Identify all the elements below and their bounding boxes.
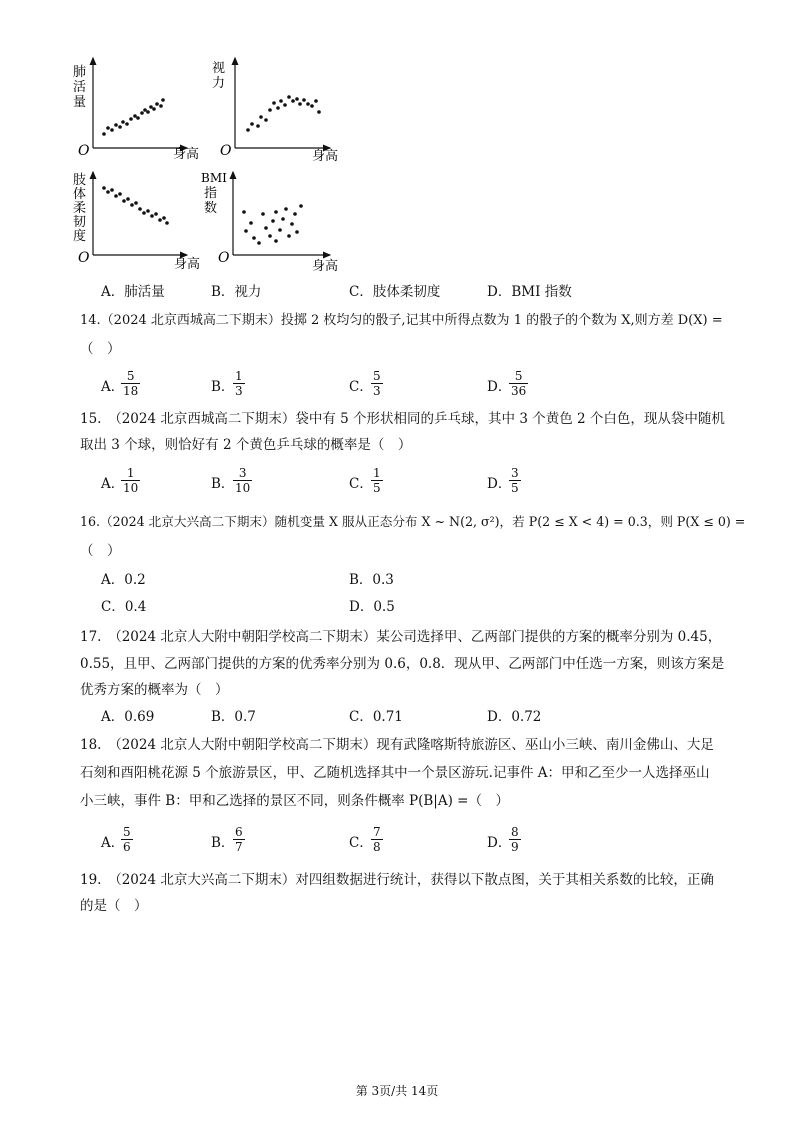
- q15-stem-line1: 15. （2024 北京西城高二下期末）袋中有 5 个形状相同的乒乓球，其中 3 个黄色 2 个白色，现从袋中随机: [80, 411, 725, 427]
- plot-lung-capacity: [73, 58, 199, 162]
- plot3-xlabel: 身高: [174, 257, 201, 272]
- q15-stem-line2: 取出 3 个球，则恰好有 2 个黄色乒乓球的概率是（ ）: [80, 437, 412, 453]
- q14-c-numerator: 5: [373, 369, 381, 383]
- q18-d-denominator: 9: [511, 840, 519, 854]
- q13-option-b: B．视力: [211, 284, 262, 300]
- q18-option-a-fraction: [121, 825, 133, 854]
- q18-d-numerator: 8: [511, 825, 519, 839]
- plot-flexibility: [73, 172, 200, 272]
- q14-d-denominator: 36: [511, 384, 527, 398]
- q14-option-a-label: A．: [101, 379, 125, 395]
- q18-stem-line3: 小三峡，事件 B：甲和乙选择的景区不同，则条件概率 P(B|A) =（ ）: [80, 793, 509, 809]
- plot4-ylabel-2: 指: [204, 186, 218, 201]
- q14-a-numerator: 5: [126, 369, 135, 383]
- q18-stem-line2: 石刻和酉阳桃花源 5 个旅游景区，甲、乙随机选择其中一个景区游玩.记事件 A：甲和乙至少一人选择巫山: [80, 765, 710, 781]
- plot4-xlabel: 身高: [312, 259, 339, 274]
- plot1-ylabel-2: 活: [73, 80, 87, 95]
- plot1-ylabel-1: 肺: [73, 65, 87, 80]
- plot1-xlabel: 身高: [173, 147, 200, 162]
- q18-c-numerator: 7: [373, 825, 381, 839]
- q16-stem-line1: 16.（2024 北京大兴高二下期末）随机变量 X 服从正态分布 X ~ N(2, σ²)，若 P(2 ≤ X < 4) = 0.3，则 P(X ≤ 0) =: [80, 514, 746, 529]
- q17-stem-line2: 0.55，且甲、乙两部门提供的方案的优秀率分别为 0.6，0.8．现从甲、乙两部门中任选一方案，则该方案是: [80, 656, 725, 672]
- q14-option-d-fraction: [509, 369, 528, 398]
- plot2-origin: O: [220, 143, 232, 159]
- scatter-plots: [0, 0, 794, 290]
- q17-option-c: C．0.71: [349, 709, 403, 725]
- q14-b-numerator: 1: [235, 369, 243, 383]
- q14-b-denominator: 3: [235, 384, 243, 398]
- q19-stem-line2: 的是（ ）: [80, 898, 148, 914]
- q14-stem-line2: （ ）: [80, 341, 121, 357]
- plot-vision: [212, 58, 338, 164]
- q18-b-denominator: 7: [235, 840, 243, 854]
- q17-stem-line1: 17. （2024 北京人大附中朝阳学校高二下期末）某公司选择甲、乙两部门提供的方案的概率分别为 0.45，: [80, 629, 722, 645]
- q18-b-numerator: 6: [235, 825, 243, 839]
- q15-b-numerator: 3: [238, 466, 247, 480]
- q15-b-denominator: 10: [235, 481, 251, 495]
- q14-option-c-fraction: [371, 369, 383, 398]
- q18-option-c-fraction: [371, 825, 383, 854]
- plot2-ylabel-2: 力: [212, 76, 226, 91]
- q15-c-denominator: 5: [373, 481, 381, 495]
- q14-option-c-label: C．: [349, 379, 373, 395]
- q16-option-a: A．0.2: [101, 572, 146, 588]
- plot2-xlabel: 身高: [312, 149, 339, 164]
- q15-option-b-fraction: [233, 466, 252, 495]
- q18-option-a-label: A．: [101, 835, 125, 851]
- q15-a-numerator: 1: [126, 466, 135, 480]
- q18-stem-line1: 18. （2024 北京人大附中朝阳学校高二下期末）现有武隆喀斯特旅游区、巫山小三峡、南川金佛山、大足: [80, 737, 714, 753]
- plot-bmi: [201, 171, 338, 274]
- q18-option-d-fraction: [509, 825, 521, 854]
- q17-stem-line3: 优秀方案的概率为（ ）: [80, 682, 229, 698]
- q15-c-numerator: 1: [373, 466, 381, 480]
- q18-a-denominator: 6: [123, 840, 131, 854]
- plot1-origin: O: [78, 143, 90, 159]
- q18-option-d-label: D．: [487, 835, 512, 851]
- plot3-origin: O: [78, 250, 90, 266]
- q18-a-numerator: 5: [123, 825, 131, 839]
- q19-stem-line1: 19. （2024 北京大兴高二下期末）对四组数据进行统计，获得以下散点图，关于其相关系数的比较，正确: [80, 872, 714, 888]
- q15-option-d-fraction: [509, 466, 521, 495]
- q15-a-denominator: 10: [123, 481, 139, 495]
- q13-option-a: A．肺活量: [101, 284, 165, 300]
- q14-a-denominator: 18: [123, 384, 139, 398]
- plot3-ylabel-2: 体: [73, 187, 87, 202]
- q15-d-denominator: 5: [511, 481, 519, 495]
- q17-option-d: D．0.72: [487, 709, 542, 725]
- plot1-ylabel-3: 量: [73, 95, 87, 110]
- plot3-ylabel-1: 肢: [73, 173, 87, 188]
- q17-option-b: B．0.7: [211, 709, 256, 725]
- q15-option-a-label: A．: [101, 476, 125, 492]
- plot3-ylabel-5: 度: [73, 229, 87, 244]
- q13-option-c: C．肢体柔韧度: [349, 284, 441, 300]
- q16-stem-line2: （ ）: [80, 543, 121, 559]
- q13-option-d: D．BMI 指数: [487, 284, 572, 300]
- plot4-origin: O: [218, 250, 230, 266]
- q18-c-denominator: 8: [373, 840, 381, 854]
- plot4-ylabel-1: BMI: [201, 171, 227, 185]
- page-footer: 第 3页/共 14页: [355, 1084, 439, 1098]
- plot3-ylabel-4: 韧: [73, 215, 87, 230]
- q18-option-b-fraction: [233, 825, 245, 854]
- q18-option-c-label: C．: [349, 835, 373, 851]
- q17-option-a: A．0.69: [101, 709, 155, 725]
- q18-option-b-label: B．: [211, 835, 235, 851]
- q15-option-c-label: C．: [349, 476, 373, 492]
- q16-option-d: D．0.5: [349, 599, 395, 615]
- q16-option-b: B．0.3: [349, 572, 394, 588]
- plot4-ylabel-3: 数: [204, 201, 218, 216]
- q15-option-b-label: B．: [211, 476, 235, 492]
- q15-option-d-label: D．: [487, 476, 512, 492]
- plot3-ylabel-3: 柔: [73, 201, 87, 216]
- q14-stem-line1: 14.（2024 北京西城高二下期末）投掷 2 枚均匀的骰子,记其中所得点数为 1 的骰子的个数为 X,则方差 D(X) =: [80, 313, 723, 328]
- q14-d-numerator: 5: [514, 369, 523, 383]
- q15-d-numerator: 3: [511, 466, 519, 480]
- q14-c-denominator: 3: [373, 384, 381, 398]
- q14-option-a-fraction: [121, 369, 140, 398]
- plot2-ylabel-1: 视: [212, 61, 226, 76]
- q16-option-c: C．0.4: [101, 599, 147, 615]
- q14-option-b-fraction: [233, 369, 245, 398]
- q15-option-a-fraction: [121, 466, 140, 495]
- q15-option-c-fraction: [371, 466, 383, 495]
- q14-option-b-label: B．: [211, 379, 235, 395]
- q14-option-d-label: D．: [487, 379, 512, 395]
